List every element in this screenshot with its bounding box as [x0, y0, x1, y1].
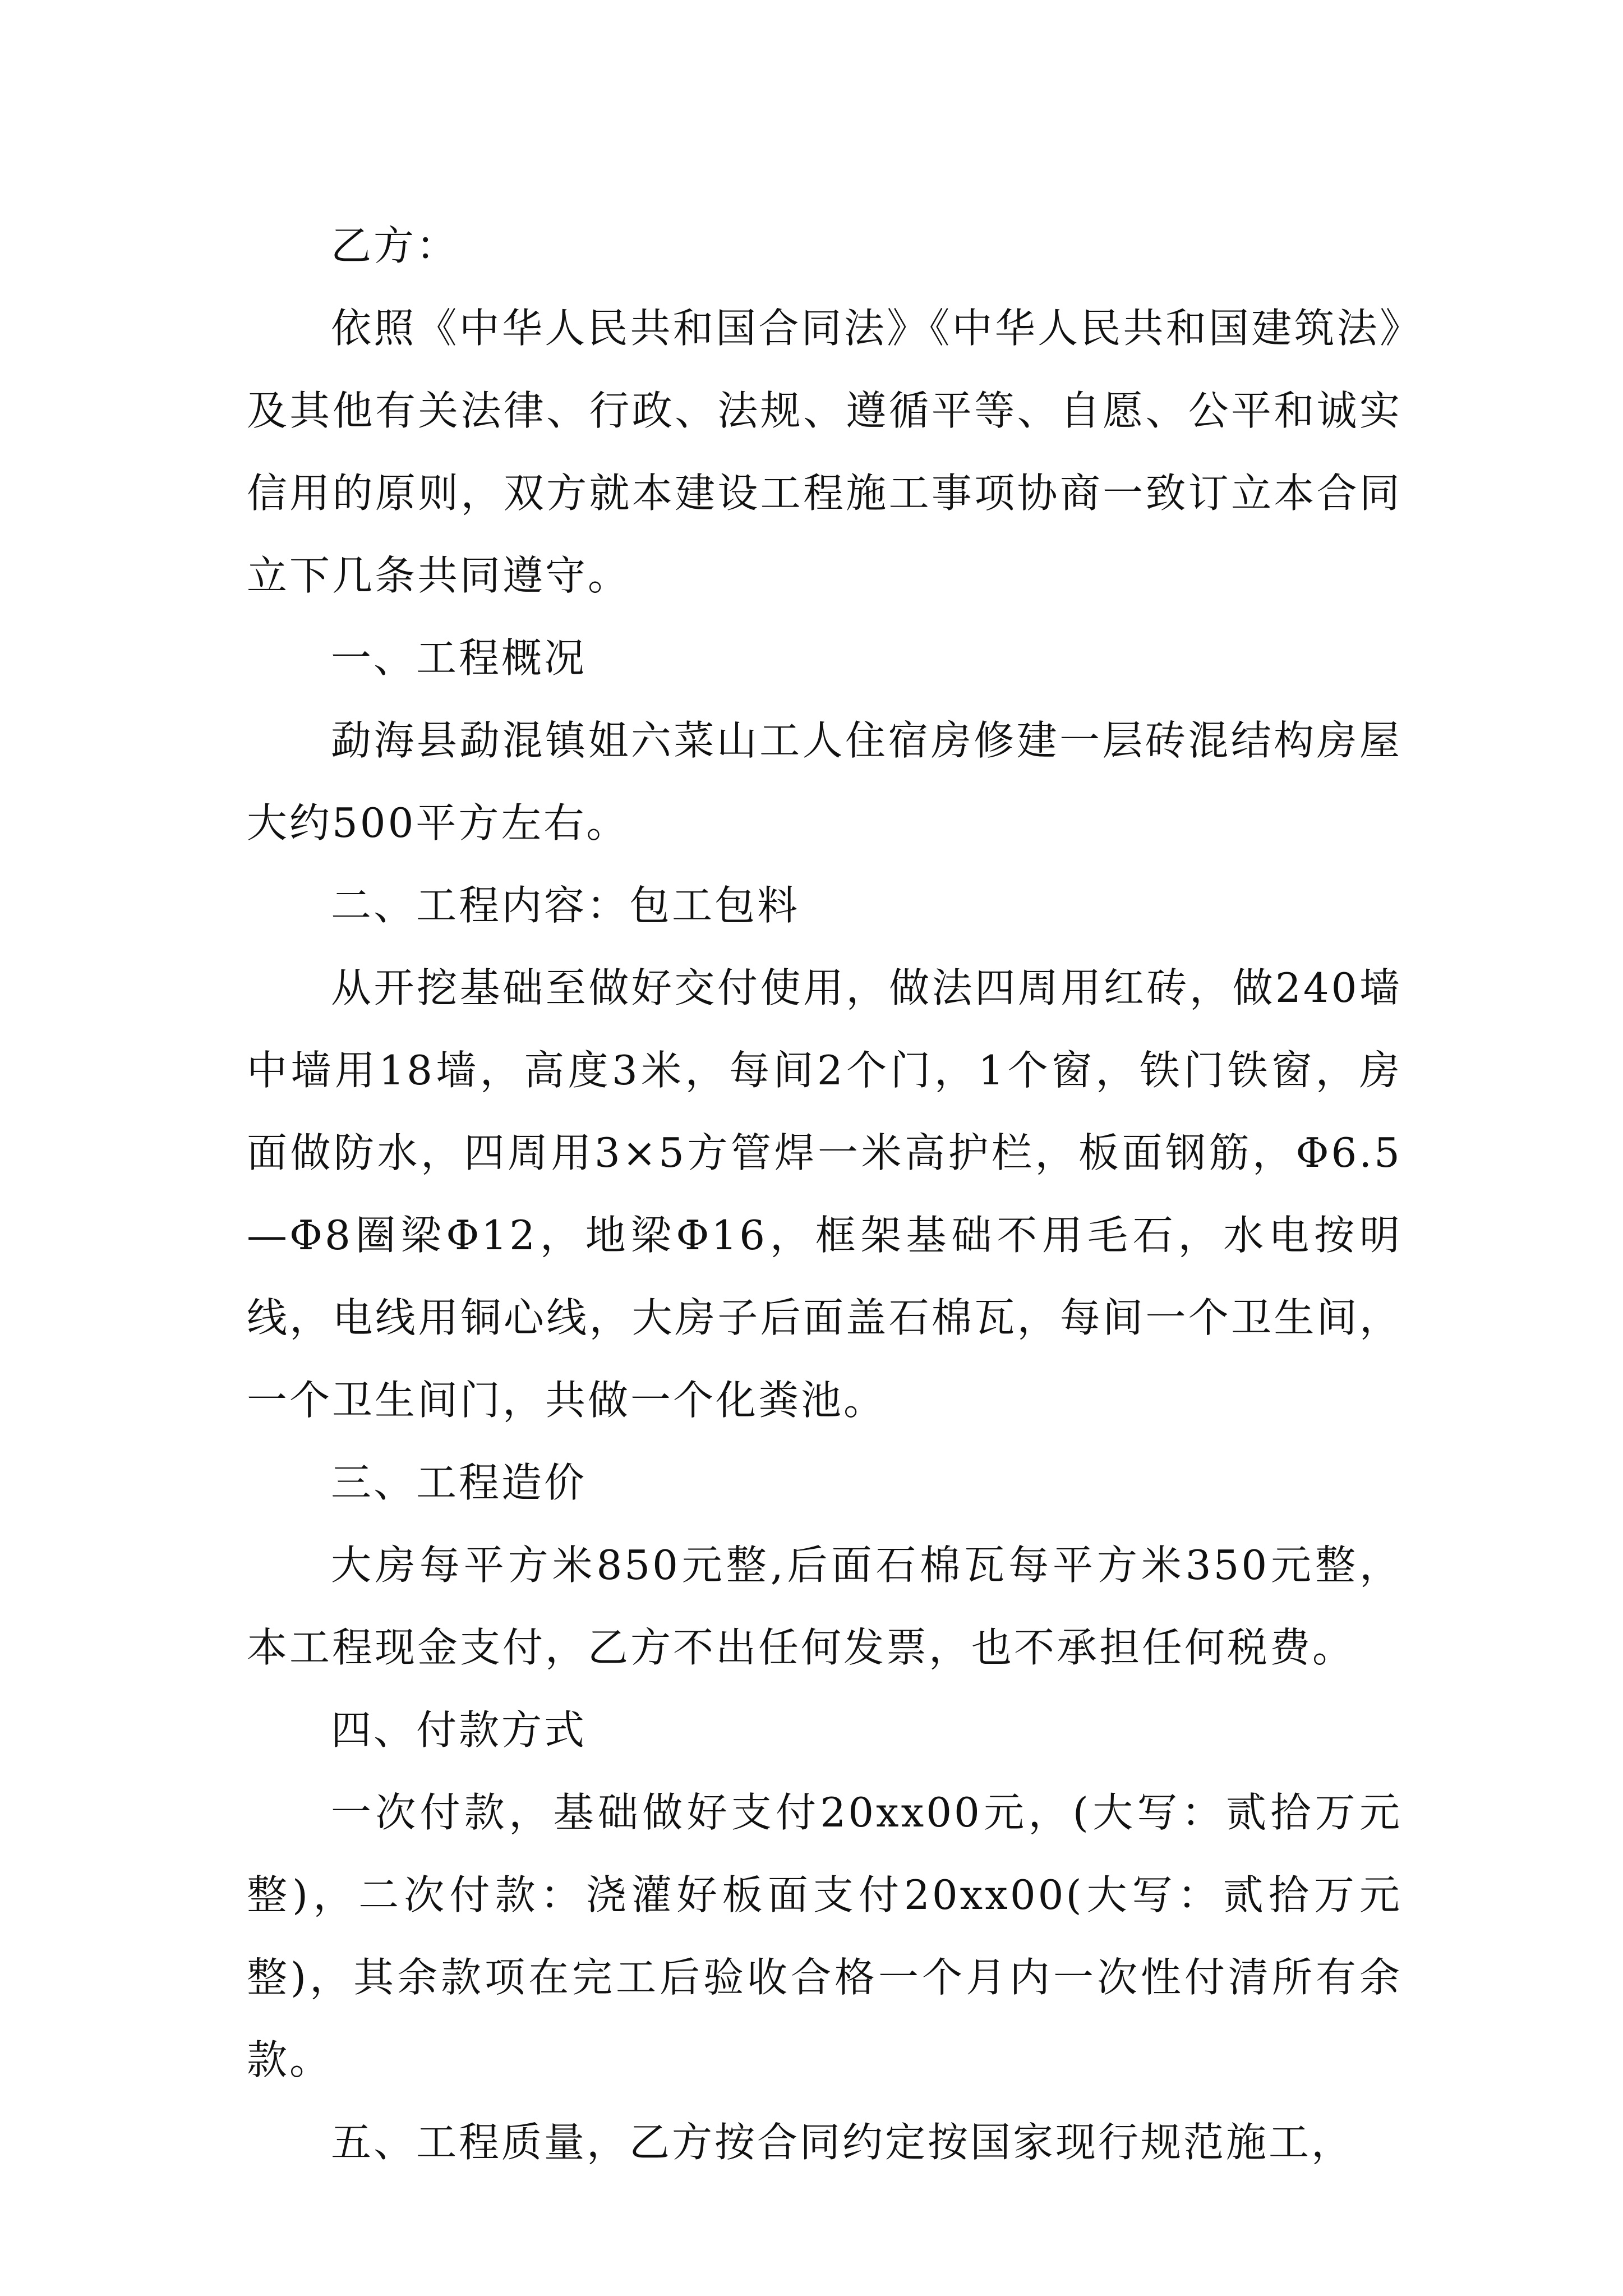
- section-heading-overview: 一、工程概况: [331, 634, 587, 682]
- party-b-label: 乙方：: [331, 222, 459, 269]
- content-paragraph: 从开挖基础至做好交付使用，做法四周用红砖，做240墙中墙用18墙，高度3米，每间2个门，1个窗，铁门铁窗，房面做防水，四周用3×5方管焊一米高护栏，板面钢筋，Φ6.5—Φ8圈梁Φ12，地梁Φ16，框架基础不用毛石，水电按明线，电线用铜心线，大房子后面盖石棉瓦，每间一个卫生间，一个卫生间门，共做一个化粪池。: [247, 964, 1402, 1424]
- quality-paragraph: 五、工程质量，乙方按合同约定按国家现行规范施工，: [331, 2119, 1354, 2166]
- overview-paragraph: 勐海县勐混镇姐六菜山工人住宿房修建一层砖混结构房屋大约500平方左右。: [247, 717, 1402, 846]
- payment-paragraph: 一次付款，基础做好支付20xx00元，(大写：贰拾万元整)，二次付款：浇灌好板面支付20xx00(大写：贰拾万元整)，其余款项在完工后验收合格一个月内一次性付清所有余款。: [247, 1789, 1402, 2083]
- document-body: [247, 205, 1402, 2184]
- cost-paragraph: 大房每平方米850元整,后面石棉瓦每平方米350元整，本工程现金支付，乙方不出任何发票，也不承担任何税费。: [247, 1542, 1402, 1671]
- section-heading-cost: 三、工程造价: [331, 1459, 587, 1506]
- section-heading-content: 二、工程内容：包工包料: [331, 882, 800, 929]
- section-heading-payment: 四、付款方式: [331, 1706, 587, 1754]
- preamble-paragraph: 依照《中华人民共和国合同法》《中华人民共和国建筑法》及其他有关法律、行政、法规、遵循平等、自愿、公平和诚实信用的原则，双方就本建设工程施工事项协商一致订立本合同立下几条共同遵守。: [247, 305, 1402, 599]
